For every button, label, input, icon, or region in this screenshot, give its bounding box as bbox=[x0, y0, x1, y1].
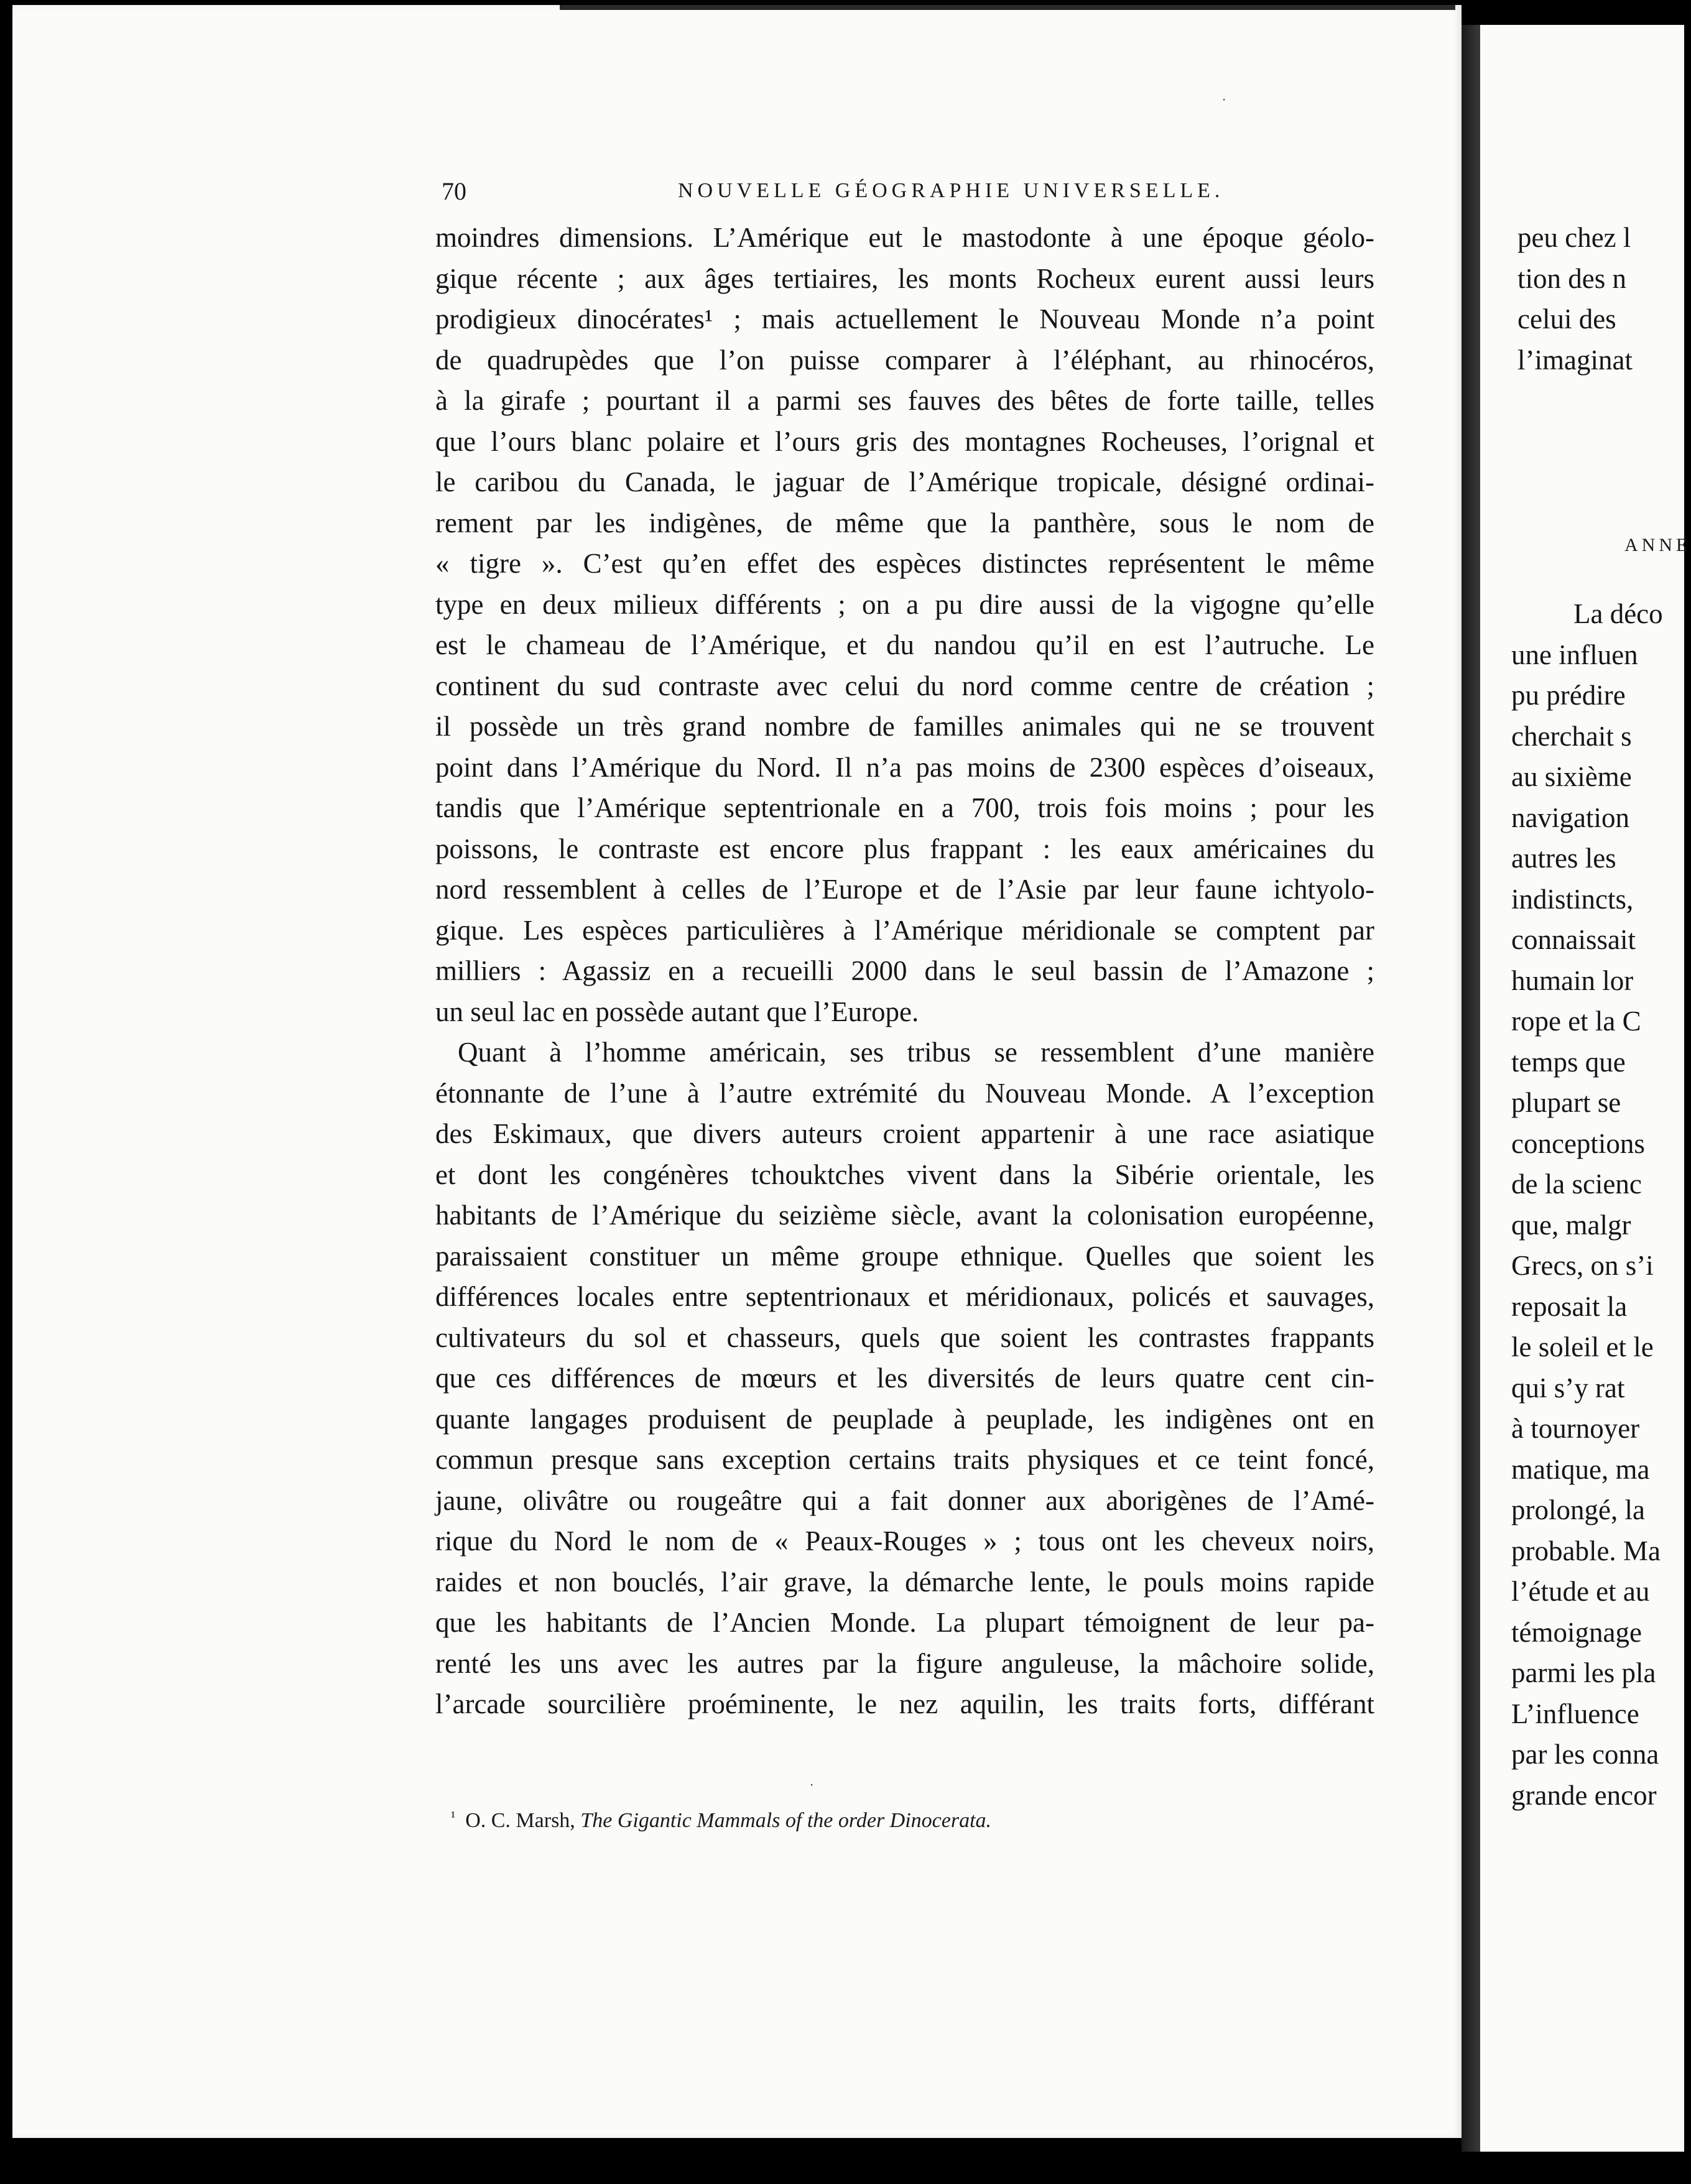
right-page-line: cherchait s bbox=[1511, 720, 1632, 752]
right-page-line: rope et la C bbox=[1511, 1006, 1641, 1037]
right-page-line: probable. Ma bbox=[1511, 1535, 1661, 1566]
text-line: rique du Nord le nom de « Peaux-Rouges » ; tous ont les cheveux noirs, bbox=[435, 1525, 1374, 1557]
text-line: cultivateurs du sol et chasseurs, quels que soient les contrastes frappants bbox=[435, 1321, 1374, 1353]
paragraph bbox=[435, 1032, 1374, 1725]
running-head bbox=[442, 177, 1374, 214]
right-page-line: une influen bbox=[1511, 639, 1638, 670]
right-page-line: temps que bbox=[1511, 1046, 1626, 1078]
right-page-line: par les conna bbox=[1511, 1739, 1659, 1770]
text-line: est le chameau de l’Amérique, et du nandou qu’il en est l’autruche. Le bbox=[435, 629, 1374, 660]
text-line: jaune, olivâtre ou rougeâtre qui a fait donner aux aborigènes de l’Amé- bbox=[435, 1484, 1374, 1516]
right-page-line: le soleil et le bbox=[1511, 1331, 1654, 1363]
right-page-line: de la scienc bbox=[1511, 1168, 1642, 1200]
text-line: rement par les indigènes, de même que la panthère, sous le nom de bbox=[435, 507, 1374, 539]
ink-speck: · bbox=[1222, 92, 1226, 107]
footnote-title: The Gigantic Mammals of the order Dinocerata. bbox=[580, 1809, 992, 1832]
right-page-line: parmi les pla bbox=[1511, 1657, 1656, 1688]
text-line: que l’ours blanc polaire et l’ours gris des montagnes Rocheuses, l’orignal et bbox=[435, 425, 1374, 457]
running-title: NOUVELLE GÉOGRAPHIE UNIVERSELLE. bbox=[678, 179, 1225, 202]
text-line: moindres dimensions. L’Amérique eut le mastodonte à une époque géolo- bbox=[435, 222, 1374, 253]
right-page-line: Grecs, on s’i bbox=[1511, 1250, 1654, 1281]
right-page-line: grande encor bbox=[1511, 1779, 1657, 1811]
right-page-line: à tournoyer bbox=[1511, 1413, 1640, 1444]
text-line: de quadrupèdes que l’on puisse comparer à l’éléphant, au rhinocéros, bbox=[435, 344, 1374, 376]
text-line: poissons, le contraste est encore plus frappant : les eaux américaines du bbox=[435, 833, 1374, 864]
text-line: nord ressemblent à celles de l’Europe et de l’Asie par leur faune ichtyolo- bbox=[435, 874, 1374, 905]
body-text bbox=[435, 218, 1374, 1725]
right-page-line: que, malgr bbox=[1511, 1209, 1631, 1241]
right-page-line: navigation bbox=[1511, 802, 1629, 833]
text-line: Quant à l’homme américain, ses tribus se ressemblent d’une manière bbox=[458, 1037, 1374, 1068]
text-line: renté les uns avec les autres par la figure anguleuse, la mâchoire solide, bbox=[435, 1647, 1374, 1679]
right-page-fragments-top bbox=[1517, 218, 1684, 381]
text-line: à la girafe ; pourtant il a parmi ses fauves des bêtes de forte taille, telles bbox=[435, 385, 1374, 416]
text-line: commun presque sans exception certains traits physiques et ce teint foncé, bbox=[435, 1444, 1374, 1475]
text-line: raides et non bouclés, l’air grave, la démarche lente, le pouls moins rapide bbox=[435, 1566, 1374, 1598]
text-line: continent du sud contraste avec celui du nord comme centre de création ; bbox=[435, 670, 1374, 701]
text-line: milliers : Agassiz en a recueilli 2000 dans le seul bassin de l’Amazone ; bbox=[435, 955, 1374, 986]
right-page-line: tion des n bbox=[1517, 262, 1626, 294]
footnote-author: O. C. Marsh, bbox=[465, 1809, 575, 1832]
right-page-line: peu chez l bbox=[1517, 222, 1631, 253]
text-line: gique. Les espèces particulières à l’Amérique méridionale se comptent par bbox=[435, 914, 1374, 946]
text-line: il possède un très grand nombre de familles animales qui ne se trouvent bbox=[435, 711, 1374, 742]
right-page-line: témoignage bbox=[1511, 1616, 1642, 1648]
text-line: paraissaient constituer un même groupe ethnique. Quelles que soient les bbox=[435, 1240, 1374, 1272]
text-line: un seul lac en possède autant que l’Europe. bbox=[435, 996, 919, 1027]
right-page-line: l’imaginat bbox=[1517, 344, 1633, 376]
text-line: « tigre ». C’est qu’en effet des espèces distinctes représentent le même bbox=[435, 548, 1374, 579]
text-line: prodigieux dinocérates¹ ; mais actuellement le Nouveau Monde n’a point bbox=[435, 303, 1374, 335]
text-line: le caribou du Canada, le jaguar de l’Amérique tropicale, désigné ordinai- bbox=[435, 466, 1374, 497]
ink-speck: · bbox=[810, 1777, 814, 1792]
right-page-line: celui des bbox=[1517, 303, 1616, 335]
text-line: et dont les congénères tchouktches vivent dans la Sibérie orientale, les bbox=[435, 1159, 1374, 1190]
text-line: l’arcade sourcilière proéminente, le nez aquilin, les traits forts, différant bbox=[435, 1688, 1374, 1719]
right-page-line: au sixième bbox=[1511, 761, 1632, 792]
right-page-line: connaissait bbox=[1511, 924, 1636, 955]
right-page-line: indistincts, bbox=[1511, 883, 1634, 915]
text-line: que les habitants de l’Ancien Monde. La plupart témoignent de leur pa- bbox=[435, 1607, 1374, 1638]
right-page-line: l’étude et au bbox=[1511, 1576, 1650, 1607]
right-page-line: humain lor bbox=[1511, 965, 1634, 996]
right-page-line: matique, ma bbox=[1511, 1453, 1650, 1485]
right-page-line: conceptions bbox=[1511, 1127, 1645, 1159]
right-page-heading: ANNE bbox=[1624, 535, 1691, 555]
page-top-rule bbox=[560, 5, 1455, 10]
text-line: type en deux milieux différents ; on a pu dire aussi de la vigogne qu’elle bbox=[435, 588, 1374, 620]
text-line: point dans l’Amérique du Nord. Il n’a pas moins de 2300 espèces d’oiseaux, bbox=[435, 751, 1374, 783]
right-page-line: prolongé, la bbox=[1511, 1494, 1645, 1525]
right-page-fragments-main bbox=[1511, 594, 1684, 1816]
text-line: gique récente ; aux âges tertiaires, les monts Rocheux eurent aussi leurs bbox=[435, 262, 1374, 294]
right-page-line: plupart se bbox=[1511, 1087, 1621, 1118]
paragraph bbox=[435, 218, 1374, 1032]
footnote bbox=[451, 1809, 991, 1833]
right-page-line: qui s’y rat bbox=[1511, 1372, 1625, 1404]
text-line: étonnante de l’une à l’autre extrémité du Nouveau Monde. A l’exception bbox=[435, 1077, 1374, 1109]
right-page-line: La déco bbox=[1573, 598, 1663, 629]
right-page-line: pu prédire bbox=[1511, 680, 1626, 711]
text-line: tandis que l’Amérique septentrionale en a 700, trois fois moins ; pour les bbox=[435, 792, 1374, 823]
footnote-mark: ¹ bbox=[451, 1809, 456, 1825]
text-line: habitants de l’Amérique du seizième siècle, avant la colonisation européenne, bbox=[435, 1200, 1374, 1231]
right-page-line: reposait la bbox=[1511, 1290, 1628, 1322]
page-number: 70 bbox=[442, 177, 466, 205]
text-line: que ces différences de mœurs et les diversités de leurs quatre cent cin- bbox=[435, 1363, 1374, 1394]
text-line: des Eskimaux, que divers auteurs croient appartenir à une race asiatique bbox=[435, 1118, 1374, 1149]
text-line: quante langages produisent de peuplade à peuplade, les indigènes ont en bbox=[435, 1403, 1374, 1435]
book-gutter bbox=[1462, 25, 1480, 2152]
right-page-line: L’influence bbox=[1511, 1698, 1639, 1729]
text-line: différences locales entre septentrionaux et méridionaux, policés et sauvages, bbox=[435, 1281, 1374, 1312]
right-page-line: autres les bbox=[1511, 843, 1616, 874]
